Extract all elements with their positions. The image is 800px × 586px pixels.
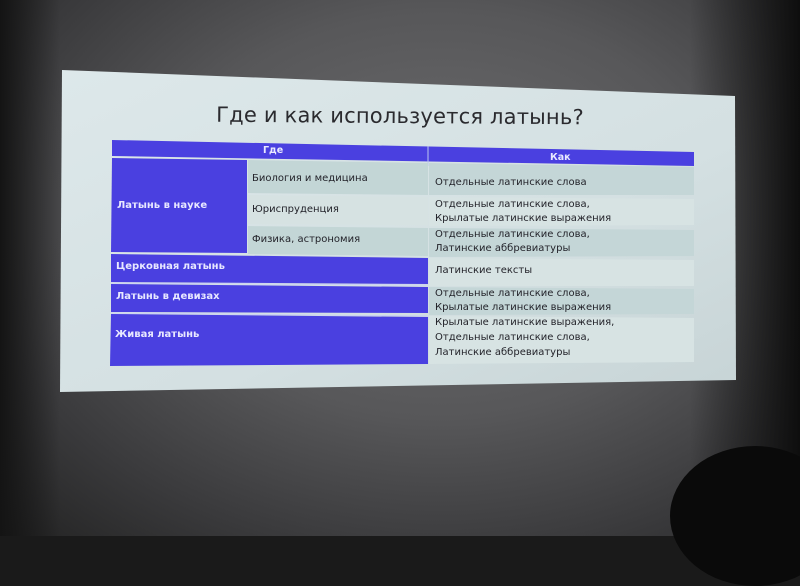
group-living: Живая латынь (115, 329, 200, 340)
how-physics-line1: Отдельные латинские слова, (435, 229, 590, 240)
field-biology: Биология и медицина (252, 173, 368, 184)
how-law-line2: Крылатые латинские выражения (435, 213, 612, 224)
how-church-line1: Латинские тексты (435, 265, 533, 276)
slide-title: Где и как используется латынь? (216, 102, 584, 130)
field-law: Юриспруденция (252, 204, 339, 215)
how-biology-line1: Отдельные латинские слова (435, 177, 587, 188)
how-mottos-line2: Крылатые латинские выражения (435, 302, 612, 313)
group-mottos: Латынь в девизах (116, 291, 220, 302)
header-where: Где (263, 145, 284, 156)
header-how: Как (550, 152, 571, 163)
how-mottos-line1: Отдельные латинские слова, (435, 288, 590, 299)
how-law-line1: Отдельные латинские слова, (435, 199, 590, 210)
group-church: Церковная латынь (116, 261, 225, 272)
how-physics-line2: Латинские аббревиатуры (435, 243, 571, 254)
field-physics: Физика, астрономия (252, 234, 361, 245)
how-living-line2: Отдельные латинские слова, (435, 332, 590, 343)
how-living-line3: Латинские аббревиатуры (435, 347, 571, 358)
group-science: Латынь в науке (117, 200, 208, 211)
how-living-line1: Крылатые латинские выражения, (435, 317, 615, 328)
